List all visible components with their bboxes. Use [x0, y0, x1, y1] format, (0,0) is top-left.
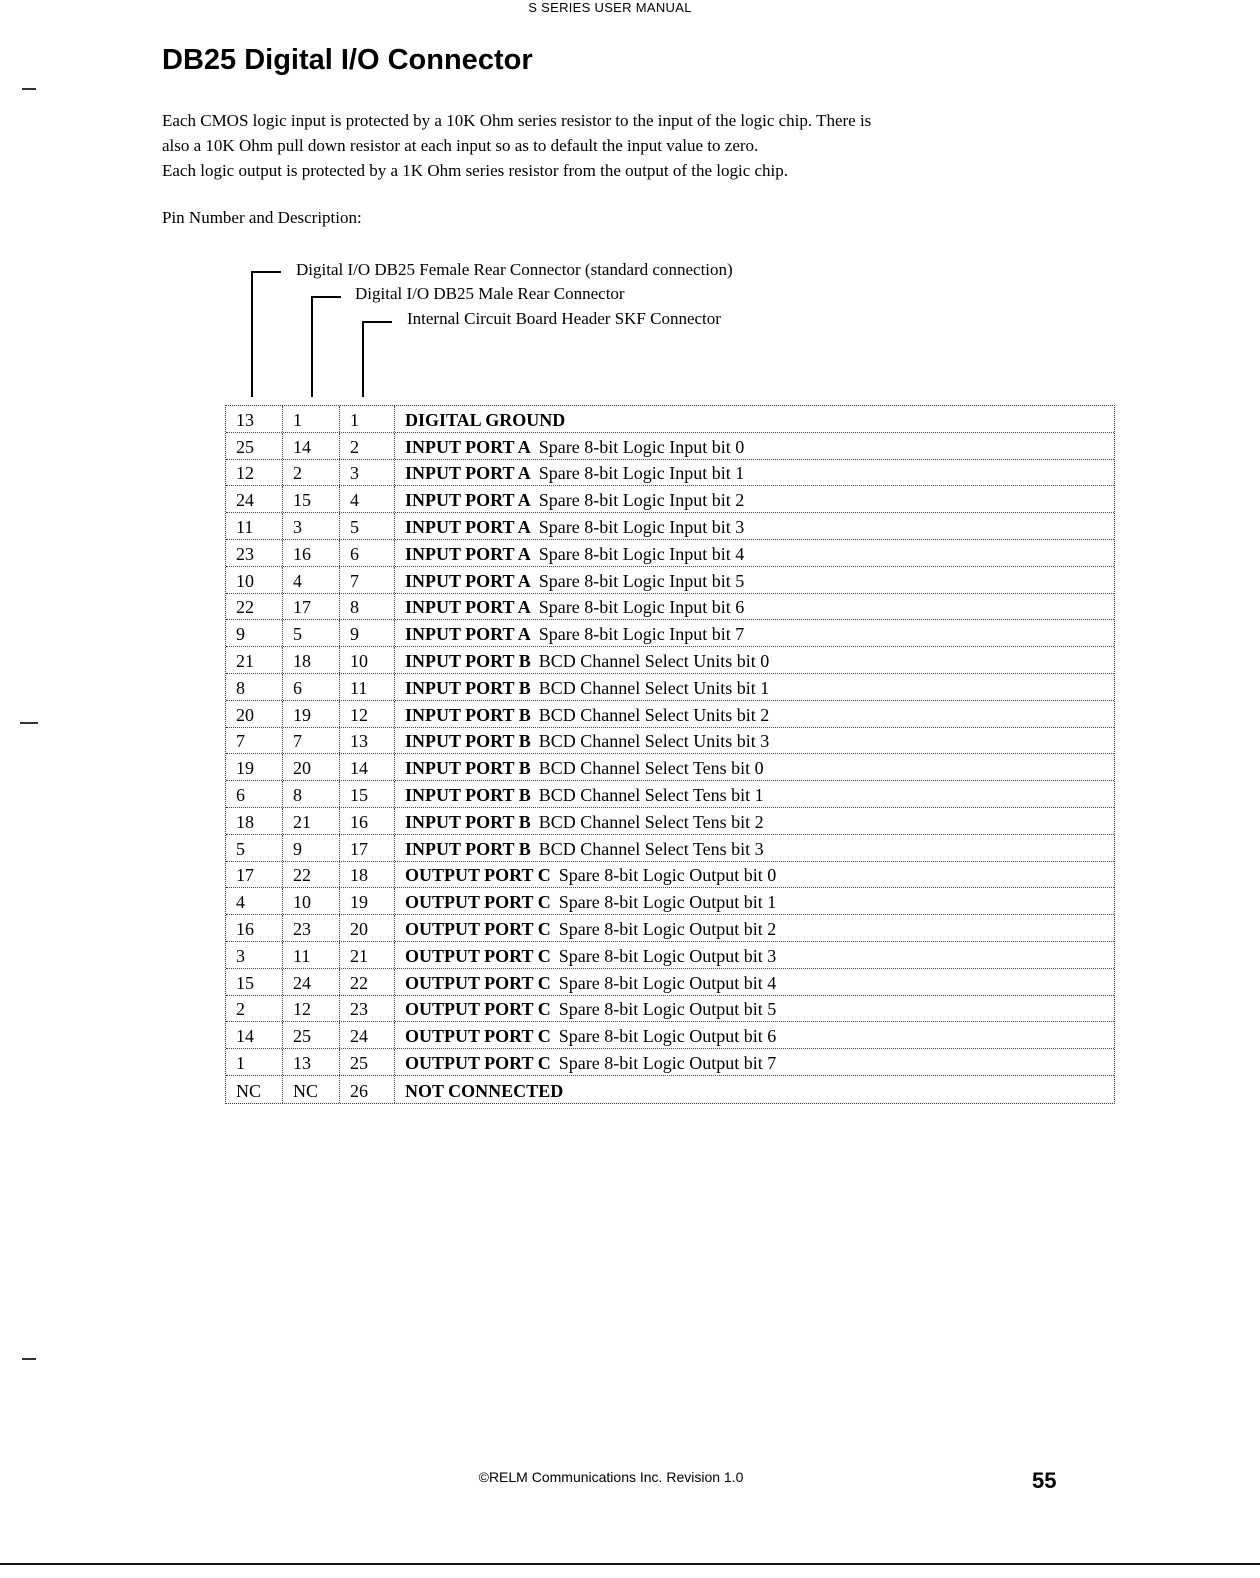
- port-name: DIGITAL GROUND: [405, 409, 566, 430]
- male-pin-cell: 2: [283, 460, 340, 486]
- port-name: INPUT PORT A: [405, 463, 531, 484]
- description-cell: [395, 647, 1114, 673]
- table-row: [226, 567, 1114, 594]
- bracket-male-top: [311, 296, 341, 298]
- pin-description: BCD Channel Select Tens bit 2: [538, 811, 764, 832]
- male-pin-cell: 19: [283, 701, 340, 727]
- table-row: [226, 701, 1114, 728]
- pin-description: Spare 8-bit Logic Output bit 4: [558, 972, 777, 993]
- description-cell: [395, 620, 1114, 646]
- port-name: INPUT PORT B: [405, 731, 531, 752]
- port-name: INPUT PORT A: [405, 597, 531, 618]
- male-pin-cell: 6: [283, 674, 340, 700]
- port-name: INPUT PORT B: [405, 677, 531, 698]
- female-pin-cell: 22: [226, 594, 283, 620]
- table-row: [226, 1076, 1114, 1103]
- intro-line-3: Each logic output is protected by a 1K Ohm series resistor from the output of the logic chip.: [162, 161, 789, 180]
- pin-description: Spare 8-bit Logic Input bit 0: [538, 436, 745, 457]
- connector-header-label: Internal Circuit Board Header SKF Connector: [407, 309, 721, 328]
- port-name: INPUT PORT B: [405, 784, 531, 805]
- port-name: OUTPUT PORT C: [405, 999, 551, 1020]
- male-pin-cell: 5: [283, 620, 340, 646]
- male-pin-cell: 17: [283, 594, 340, 620]
- header-pin-cell: 1: [340, 406, 395, 432]
- description-cell: [395, 540, 1114, 566]
- port-name: OUTPUT PORT C: [405, 972, 551, 993]
- header-pin-cell: 14: [340, 754, 395, 780]
- pin-description: BCD Channel Select Tens bit 3: [538, 838, 764, 859]
- pin-description: Spare 8-bit Logic Input bit 6: [538, 597, 745, 618]
- male-pin-cell: 20: [283, 754, 340, 780]
- table-row: [226, 969, 1114, 996]
- female-pin-cell: 25: [226, 433, 283, 459]
- port-name: OUTPUT PORT C: [405, 1026, 551, 1047]
- male-pin-cell: 24: [283, 969, 340, 995]
- pin-description: Spare 8-bit Logic Output bit 1: [558, 892, 777, 913]
- connector-female-label: Digital I/O DB25 Female Rear Connector (standard connection): [296, 260, 733, 279]
- female-pin-cell: 17: [226, 862, 283, 888]
- port-name: OUTPUT PORT C: [405, 865, 551, 886]
- male-pin-cell: 15: [283, 486, 340, 512]
- header-pin-cell: 22: [340, 969, 395, 995]
- description-cell: [395, 433, 1114, 459]
- pin-description-label: Pin Number and Description:: [162, 208, 362, 227]
- table-row: [226, 486, 1114, 513]
- table-row: [226, 915, 1114, 942]
- description-cell: [395, 567, 1114, 593]
- male-pin-cell: 14: [283, 433, 340, 459]
- port-name: INPUT PORT B: [405, 811, 531, 832]
- page-title: DB25 Digital I/O Connector: [162, 44, 533, 76]
- female-pin-cell: 16: [226, 915, 283, 941]
- bracket-female-line: [251, 271, 253, 397]
- male-pin-cell: 21: [283, 808, 340, 834]
- female-pin-cell: 1: [226, 1049, 283, 1075]
- pin-description: BCD Channel Select Tens bit 1: [538, 784, 764, 805]
- female-pin-cell: 18: [226, 808, 283, 834]
- table-row: [226, 620, 1114, 647]
- female-pin-cell: 9: [226, 620, 283, 646]
- pin-description: Spare 8-bit Logic Output bit 3: [558, 945, 777, 966]
- header-pin-cell: 7: [340, 567, 395, 593]
- header-pin-cell: 26: [340, 1076, 395, 1103]
- male-pin-cell: 23: [283, 915, 340, 941]
- male-pin-cell: 7: [283, 728, 340, 754]
- header-pin-cell: 17: [340, 835, 395, 861]
- description-cell: [395, 460, 1114, 486]
- port-name: OUTPUT PORT C: [405, 945, 551, 966]
- port-name: OUTPUT PORT C: [405, 1052, 551, 1073]
- port-name: INPUT PORT B: [405, 838, 531, 859]
- table-row: [226, 540, 1114, 567]
- female-pin-cell: 7: [226, 728, 283, 754]
- pin-description: Spare 8-bit Logic Output bit 0: [558, 865, 777, 886]
- table-row: [226, 433, 1114, 460]
- female-pin-cell: 11: [226, 513, 283, 539]
- table-row: [226, 781, 1114, 808]
- description-cell: [395, 942, 1114, 968]
- table-row: [226, 942, 1114, 969]
- male-pin-cell: 22: [283, 862, 340, 888]
- table-row: [226, 754, 1114, 781]
- female-pin-cell: 4: [226, 888, 283, 914]
- male-pin-cell: 18: [283, 647, 340, 673]
- male-pin-cell: 16: [283, 540, 340, 566]
- bracket-header-line: [362, 321, 364, 397]
- margin-mark: [20, 722, 38, 724]
- female-pin-cell: 19: [226, 754, 283, 780]
- female-pin-cell: 5: [226, 835, 283, 861]
- pin-description: Spare 8-bit Logic Output bit 5: [558, 999, 777, 1020]
- description-cell: [395, 701, 1114, 727]
- table-row: [226, 835, 1114, 862]
- female-pin-cell: 12: [226, 460, 283, 486]
- bracket-female-top: [251, 271, 281, 273]
- male-pin-cell: 1: [283, 406, 340, 432]
- table-row: [226, 594, 1114, 621]
- intro-line-2: also a 10K Ohm pull down resistor at each input so as to default the input value to zero.: [162, 136, 759, 155]
- female-pin-cell: 20: [226, 701, 283, 727]
- port-name: INPUT PORT B: [405, 758, 531, 779]
- header-pin-cell: 13: [340, 728, 395, 754]
- port-name: INPUT PORT A: [405, 543, 531, 564]
- table-row: [226, 728, 1114, 755]
- table-row: [226, 406, 1114, 433]
- table-row: [226, 996, 1114, 1023]
- table-row: [226, 1049, 1114, 1076]
- female-pin-cell: 2: [226, 996, 283, 1022]
- male-pin-cell: 13: [283, 1049, 340, 1075]
- male-pin-cell: 11: [283, 942, 340, 968]
- description-cell: [395, 1022, 1114, 1048]
- header-pin-cell: 12: [340, 701, 395, 727]
- female-pin-cell: 15: [226, 969, 283, 995]
- male-pin-cell: 12: [283, 996, 340, 1022]
- header-pin-cell: 19: [340, 888, 395, 914]
- male-pin-cell: 25: [283, 1022, 340, 1048]
- header-pin-cell: 8: [340, 594, 395, 620]
- margin-mark: [22, 88, 36, 90]
- bracket-male-line: [311, 296, 313, 397]
- table-row: [226, 674, 1114, 701]
- bottom-rule: [0, 1563, 1260, 1565]
- pin-description: BCD Channel Select Units bit 1: [538, 677, 770, 698]
- pin-table: [225, 405, 1115, 1104]
- table-row: [226, 647, 1114, 674]
- header-pin-cell: 21: [340, 942, 395, 968]
- table-row: [226, 808, 1114, 835]
- description-cell: [395, 728, 1114, 754]
- table-row: [226, 862, 1114, 889]
- header-pin-cell: 24: [340, 1022, 395, 1048]
- connector-male-label: Digital I/O DB25 Male Rear Connector: [355, 284, 625, 303]
- description-cell: [395, 996, 1114, 1022]
- port-name: INPUT PORT B: [405, 704, 531, 725]
- male-pin-cell: 10: [283, 888, 340, 914]
- pin-description: Spare 8-bit Logic Output bit 2: [558, 918, 777, 939]
- header-pin-cell: 6: [340, 540, 395, 566]
- port-name: INPUT PORT A: [405, 436, 531, 457]
- description-cell: [395, 969, 1114, 995]
- female-pin-cell: 23: [226, 540, 283, 566]
- header-pin-cell: 4: [340, 486, 395, 512]
- pin-description: BCD Channel Select Units bit 3: [538, 731, 770, 752]
- header-pin-cell: 3: [340, 460, 395, 486]
- margin-mark: [22, 1358, 36, 1360]
- description-cell: [395, 513, 1114, 539]
- header-pin-cell: 2: [340, 433, 395, 459]
- header-pin-cell: 15: [340, 781, 395, 807]
- male-pin-cell: 4: [283, 567, 340, 593]
- female-pin-cell: 21: [226, 647, 283, 673]
- header-pin-cell: 25: [340, 1049, 395, 1075]
- table-row: [226, 888, 1114, 915]
- header-pin-cell: 11: [340, 674, 395, 700]
- intro-paragraph: [162, 108, 1062, 183]
- table-row: [226, 460, 1114, 487]
- header-pin-cell: 16: [340, 808, 395, 834]
- pin-description: BCD Channel Select Tens bit 0: [538, 758, 764, 779]
- pin-description: Spare 8-bit Logic Input bit 4: [538, 543, 745, 564]
- footer-copyright: ©RELM Communications Inc. Revision 1.0: [478, 1469, 744, 1485]
- description-cell: [395, 915, 1114, 941]
- description-cell: [395, 888, 1114, 914]
- description-cell: [395, 486, 1114, 512]
- table-row: [226, 513, 1114, 540]
- female-pin-cell: 13: [226, 406, 283, 432]
- male-pin-cell: 8: [283, 781, 340, 807]
- pin-description: Spare 8-bit Logic Input bit 3: [538, 516, 745, 537]
- description-cell: [395, 754, 1114, 780]
- table-row: [226, 1022, 1114, 1049]
- female-pin-cell: 8: [226, 674, 283, 700]
- pin-description: Spare 8-bit Logic Input bit 1: [538, 463, 745, 484]
- port-name: INPUT PORT A: [405, 570, 531, 591]
- bracket-header-top: [362, 321, 392, 323]
- male-pin-cell: 3: [283, 513, 340, 539]
- male-pin-cell: NC: [283, 1076, 340, 1103]
- pin-description: BCD Channel Select Units bit 0: [538, 650, 770, 671]
- description-cell: [395, 1049, 1114, 1075]
- pin-description: Spare 8-bit Logic Output bit 6: [558, 1026, 777, 1047]
- port-name: INPUT PORT A: [405, 516, 531, 537]
- description-cell: [395, 781, 1114, 807]
- description-cell: [395, 808, 1114, 834]
- header-pin-cell: 20: [340, 915, 395, 941]
- port-name: OUTPUT PORT C: [405, 892, 551, 913]
- pin-description: Spare 8-bit Logic Input bit 5: [538, 570, 745, 591]
- male-pin-cell: 9: [283, 835, 340, 861]
- port-name: INPUT PORT B: [405, 650, 531, 671]
- female-pin-cell: 14: [226, 1022, 283, 1048]
- pin-description: Spare 8-bit Logic Input bit 7: [538, 624, 745, 645]
- description-cell: [395, 862, 1114, 888]
- female-pin-cell: NC: [226, 1076, 283, 1103]
- port-name: NOT CONNECTED: [405, 1080, 564, 1101]
- female-pin-cell: 24: [226, 486, 283, 512]
- header-pin-cell: 18: [340, 862, 395, 888]
- description-cell: [395, 1076, 1114, 1103]
- description-cell: [395, 674, 1114, 700]
- header-pin-cell: 5: [340, 513, 395, 539]
- description-cell: [395, 835, 1114, 861]
- description-cell: [395, 406, 1114, 432]
- intro-line-1: Each CMOS logic input is protected by a 10K Ohm series resistor to the input of the logic chip. There is: [162, 111, 872, 130]
- header-pin-cell: 10: [340, 647, 395, 673]
- page-number: 55: [1032, 1468, 1057, 1493]
- female-pin-cell: 3: [226, 942, 283, 968]
- description-cell: [395, 594, 1114, 620]
- port-name: INPUT PORT A: [405, 490, 531, 511]
- header-pin-cell: 9: [340, 620, 395, 646]
- port-name: INPUT PORT A: [405, 624, 531, 645]
- female-pin-cell: 6: [226, 781, 283, 807]
- pin-description: BCD Channel Select Units bit 2: [538, 704, 770, 725]
- header-pin-cell: 23: [340, 996, 395, 1022]
- pin-description: Spare 8-bit Logic Output bit 7: [558, 1052, 777, 1073]
- port-name: OUTPUT PORT C: [405, 918, 551, 939]
- female-pin-cell: 10: [226, 567, 283, 593]
- running-header: S SERIES USER MANUAL: [528, 0, 692, 15]
- pin-description: Spare 8-bit Logic Input bit 2: [538, 490, 745, 511]
